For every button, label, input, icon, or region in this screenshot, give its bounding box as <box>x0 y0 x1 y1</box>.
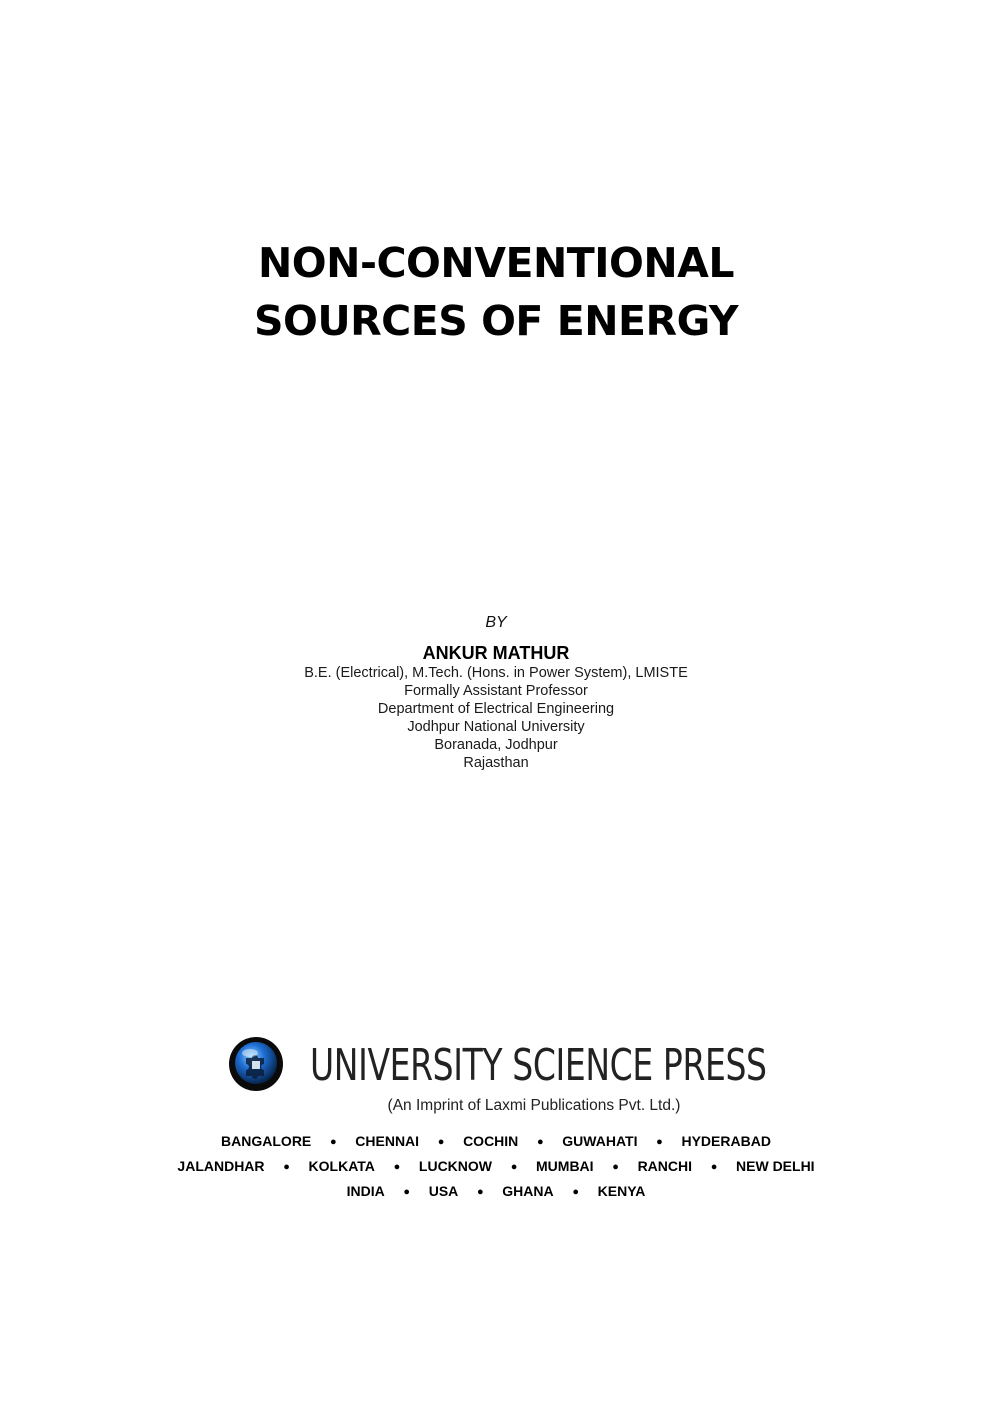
bullet-separator: ● <box>572 1186 579 1198</box>
title-line-2: SOURCES OF ENERGY <box>253 297 739 345</box>
city-name: COCHIN <box>463 1133 519 1149</box>
bullet-separator: ● <box>437 1136 445 1148</box>
city-name: GUWAHATI <box>562 1133 638 1149</box>
author-section <box>0 612 992 772</box>
author-qualifications: B.E. (Electrical), M.Tech. (Hons. in Power System), LMISTE <box>304 665 688 681</box>
publisher-logo <box>0 1034 992 1094</box>
city-name: NEW DELHI <box>736 1158 815 1174</box>
title-line-1: NON-CONVENTIONAL <box>257 239 735 287</box>
country-name: INDIA <box>346 1183 385 1199</box>
city-name: LUCKNOW <box>418 1158 493 1174</box>
bullet-separator: ● <box>329 1136 337 1148</box>
bullet-separator: ● <box>510 1161 518 1173</box>
city-name: MUMBAI <box>536 1158 594 1174</box>
book-title <box>0 234 992 350</box>
author-city: Boranada, Jodhpur <box>434 737 558 753</box>
country-name: USA <box>428 1183 459 1199</box>
bullet-separator: ● <box>476 1186 484 1198</box>
author-name: ANKUR MATHUR <box>422 643 570 663</box>
city-name: RANCHI <box>637 1158 693 1174</box>
author-university: Jodhpur National University <box>407 719 585 735</box>
bullet-separator: ● <box>612 1161 619 1173</box>
bullet-separator: ● <box>710 1161 718 1173</box>
city-name: KOLKATA <box>308 1158 375 1174</box>
publisher-section <box>0 1034 992 1205</box>
publisher-imprint: (An Imprint of Laxmi Publications Pvt. Ltd.) <box>387 1097 681 1114</box>
globe-puzzle-icon <box>228 1036 284 1092</box>
publisher-locations <box>0 1130 992 1205</box>
bullet-separator: ● <box>656 1136 663 1148</box>
bullet-separator: ● <box>283 1161 290 1173</box>
country-name: KENYA <box>597 1183 646 1199</box>
by-label: BY <box>485 614 507 631</box>
bullet-separator: ● <box>403 1186 411 1198</box>
author-position: Formally Assistant Professor <box>404 683 588 699</box>
city-row-3 <box>0 1180 992 1205</box>
author-state: Rajasthan <box>463 755 529 771</box>
city-name: CHENNAI <box>355 1133 420 1149</box>
country-name: GHANA <box>502 1183 554 1199</box>
city-name: JALANDHAR <box>177 1158 265 1174</box>
bullet-separator: ● <box>393 1161 401 1173</box>
author-department: Department of Electrical Engineering <box>377 701 615 717</box>
city-row-2 <box>0 1155 992 1180</box>
city-name: BANGALORE <box>221 1133 312 1149</box>
city-name: HYDERABAD <box>681 1133 771 1149</box>
publisher-name: UNIVERSITY SCIENCE PRESS <box>310 1040 767 1091</box>
bullet-separator: ● <box>536 1136 544 1148</box>
city-row-1 <box>0 1130 992 1155</box>
